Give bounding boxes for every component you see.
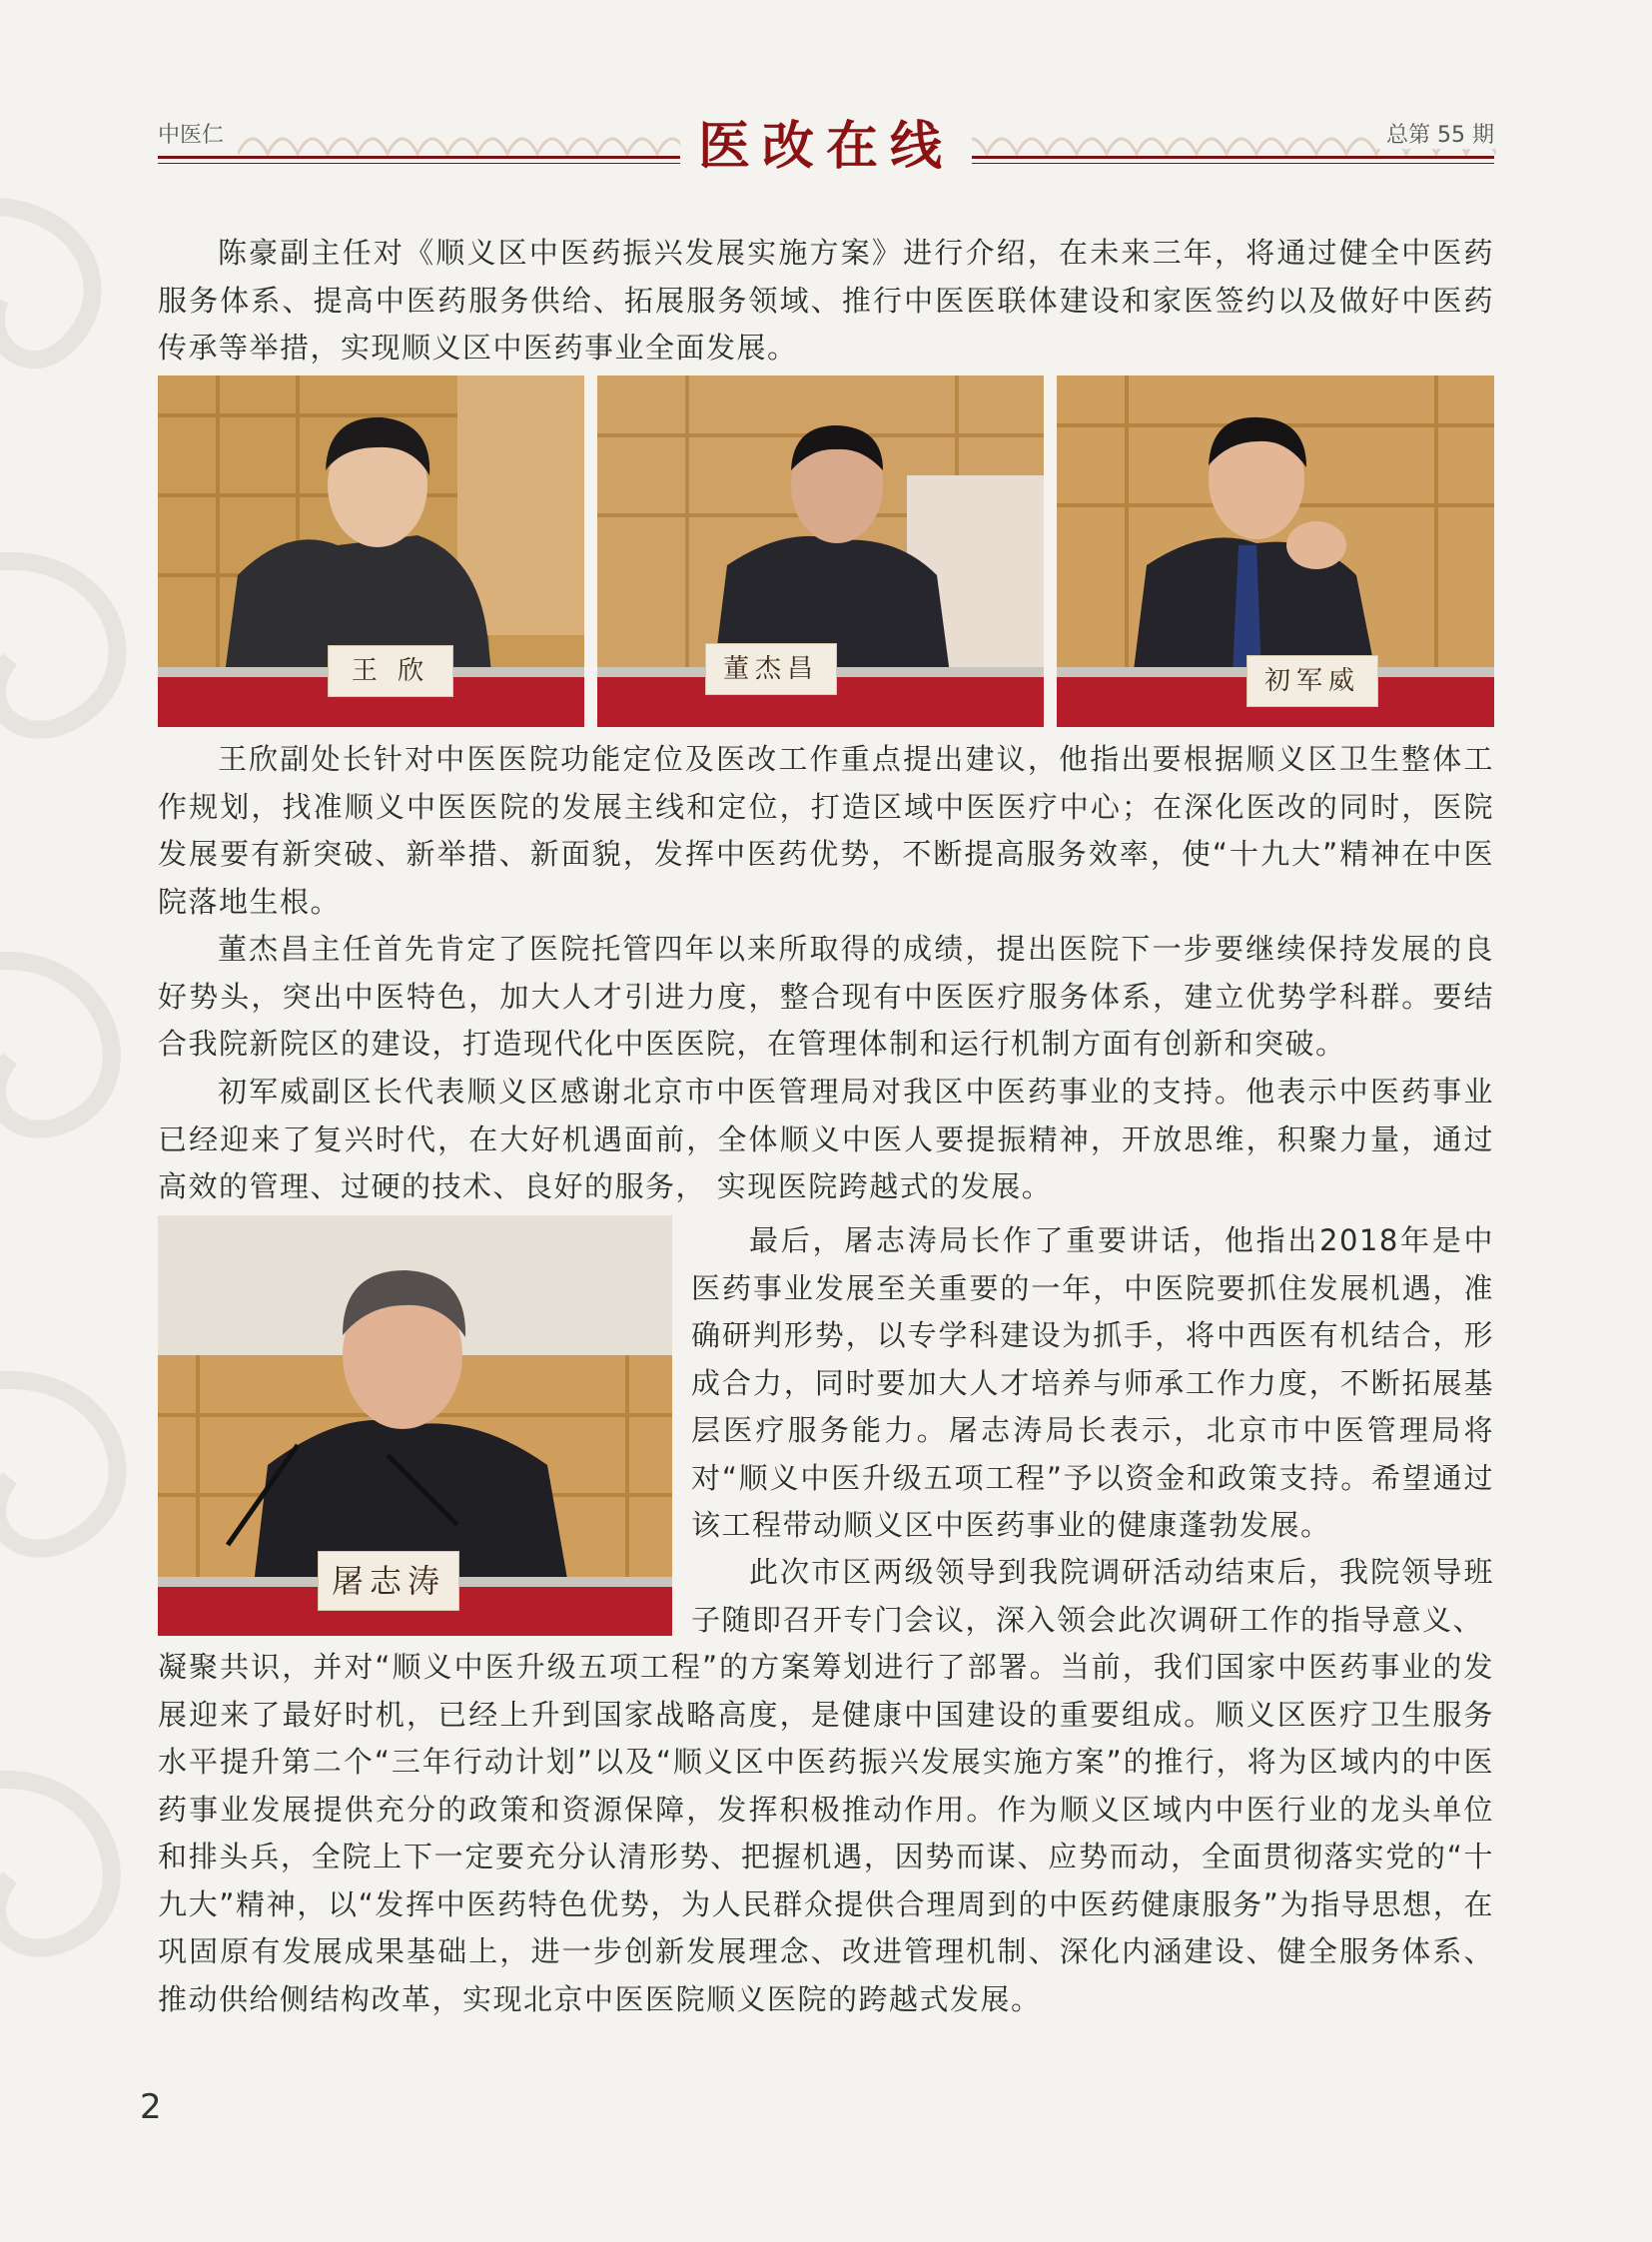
nameplate-tu-zhitao: 屠志涛	[318, 1551, 459, 1611]
publication-name: 中医仁	[158, 118, 232, 149]
photo-dong-jiechang	[597, 375, 1044, 727]
photo-tu-zhitao	[158, 1215, 672, 1636]
section-title: 医改在线	[680, 104, 972, 179]
paragraph-chen-hao: 陈豪副主任对《顺义区中医药振兴发展实施方案》进行介绍，在未来三年，将通过健全中医药服务体系、提高中医药服务供给、拓展服务领域、推行中医医联体建设和家医签约以及做好中医药传承等举措，实现顺义区中医药事业全面发展。	[158, 236, 1494, 365]
photo-chu-junwei	[1057, 375, 1494, 727]
issue-number: 总第 55 期	[1378, 118, 1494, 149]
nameplate-dong-jiechang: 董杰昌	[705, 643, 837, 695]
paragraph-conclusion: 凝聚共识，并对“顺义中医升级五项工程”的方案筹划进行了部署。当前，我们国家中医药事业的发展迎来了最好时机，已经上升到国家战略高度，是健康中国建设的重要组成。顺义区医疗卫生服务水平提升第二个“三年行动计划”以及“顺义区中医药振兴发展实施方案”的推行，将为区域内的中医药事业发展提供充分的政策和资源保障，发挥积极推动作用。作为顺义区域内中医行业的龙头单位和排头兵，全院上下一定要充分认清形势、把握机遇，因势而谋、应势而动，全面贯彻落实党的“十九大”精神，以“发挥中医药特色优势，为人民群众提供合理周到的中医药健康服务”为指导思想，在巩固原有发展成果基础上，进一步创新发展理念、改进管理机制、深化内涵建设、健全服务体系、推动供给侧结构改革，实现北京中医医院顺义医院的跨越式发展。	[158, 1650, 1494, 2016]
paragraph-tu-zhitao: 最后，屠志涛局长作了重要讲话，他指出2018年是中医药事业发展至关重要的一年，中医院要抓住发展机遇，准确研判形势，以专学科建设为抓手，将中西医有机结合，形成合力，同时要加大人才培养与师承工作力度，不断拓展基层医疗服务能力。屠志涛局长表示，北京市中医管理局将对“顺义中医升级五项工程”予以资金和政策支持。希望通过该工程带动顺义区中医药事业的健康蓬勃发展。	[691, 1223, 1494, 1542]
page-header	[158, 108, 1494, 198]
photo-wang-xin	[158, 375, 584, 727]
page-number: 2	[140, 2087, 162, 2127]
nameplate-wang-xin: 王 欣	[328, 645, 453, 697]
paragraph-dong-jiechang: 董杰昌主任首先肯定了医院托管四年以来所取得的成绩，提出医院下一步要继续保持发展的良好势头，突出中医特色，加大人才引进力度，整合现有中医医疗服务体系，建立优势学科群。要结合我院新院区的建设，打造现代化中医医院，在管理体制和运行机制方面有创新和突破。	[158, 932, 1494, 1061]
paragraph-conclusion-start: 此次市区两级领导到我院调研活动结束后，我院领导班子随即召开专门会议，深入领会此次调研工作的指导意义、	[691, 1555, 1494, 1637]
paragraph-wang-xin: 王欣副处长针对中医医院功能定位及医改工作重点提出建议，他指出要根据顺义区卫生整体工作规划，找准顺义中医医院的发展主线和定位，打造区域中医医疗中心；在深化医改的同时，医院发展要有新突破、新举措、新面貌，发挥中医药优势，不断提高服务效率，使“十九大”精神在中医院落地生根。	[158, 742, 1494, 919]
paragraph-chu-junwei: 初军威副区长代表顺义区感谢北京市中医管理局对我区中医药事业的支持。他表示中医药事业已经迎来了复兴时代，在大好机遇面前，全体顺义中医人要提振精神，开放思维，积聚力量，通过高效的管理、过硬的技术、良好的服务， 实现医院跨越式的发展。	[158, 1075, 1494, 1203]
nameplate-chu-junwei: 初军威	[1246, 655, 1378, 707]
